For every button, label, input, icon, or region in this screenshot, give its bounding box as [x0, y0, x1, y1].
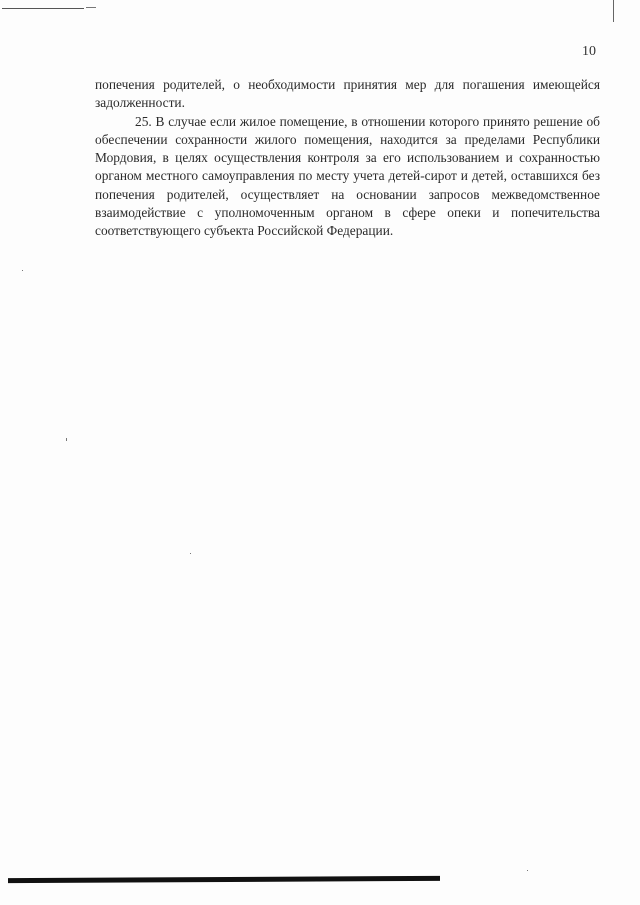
- scan-artifact-right-edge: [613, 0, 614, 22]
- scan-artifact-top-left: [2, 8, 84, 9]
- scan-artifact-bottom-bar: [8, 876, 440, 883]
- scan-speck: [190, 553, 191, 554]
- scan-speck: [527, 870, 528, 871]
- scan-speck: [22, 270, 23, 271]
- page-number: 10: [582, 44, 596, 59]
- scan-speck: [66, 438, 67, 441]
- scan-artifact-top-left-fragment: [86, 7, 96, 8]
- document-body: [95, 76, 600, 241]
- paragraph-item-25: 25. В случае если жилое помещение, в отношении которого принято решение об обеспечении сохранности жилого помещения, находится за пределами Республики Мордовия, в целях осуществления контроля за его использованием и сохранностью органом местного самоуправления по месту учета детей-сирот и детей, оставшихся без попечения родителей, осуществляет на основании запросов межведомственное взаимодействие с уполномоченным органом в сфере опеки и попечительства соответствующего субъекта Российской Федерации.: [95, 113, 600, 239]
- paragraph-continuation: попечения родителей, о необходимости принятия мер для погашения имеющейся задолженности.: [95, 77, 600, 111]
